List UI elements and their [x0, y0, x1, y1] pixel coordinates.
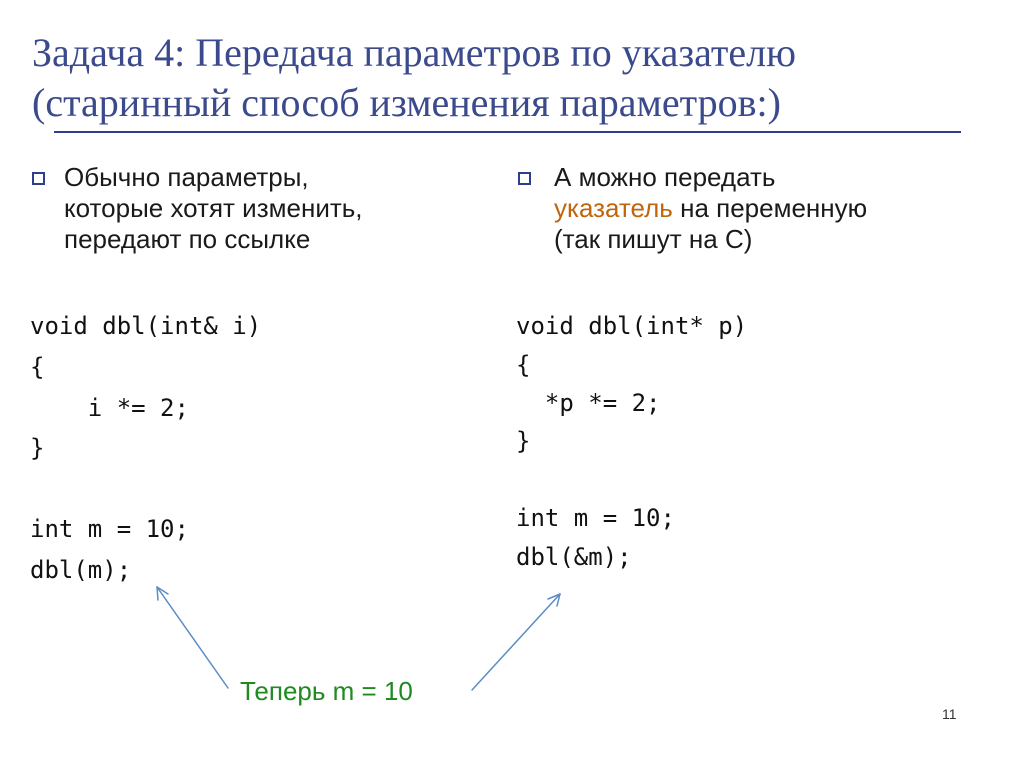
right-arrow-icon — [472, 594, 560, 690]
title-line-1: Задача 4: Передача параметров по указателю — [32, 30, 796, 75]
title-line-2: (старинный способ изменения параметров:) — [32, 80, 781, 125]
right-bullet-line-3: (так пишут на С) — [554, 224, 753, 254]
code-line: *p *= 2; — [516, 389, 661, 417]
left-bullet-line-1: Обычно параметры, — [64, 162, 309, 192]
code-line: { — [516, 351, 531, 379]
left-bullet-line-3: передают по ссылке — [64, 224, 311, 254]
code-line: i *= 2; — [30, 394, 189, 422]
code-line: int m = 10; — [516, 504, 675, 532]
pointer-highlight: указатель — [554, 193, 673, 223]
code-line: dbl(m); — [30, 556, 132, 584]
code-line: dbl(&m); — [516, 543, 632, 571]
code-line: { — [30, 353, 45, 381]
code-line: void dbl(int* p) — [516, 312, 748, 340]
code-line: } — [30, 434, 45, 462]
left-bullet-line-2: которые хотят изменить, — [64, 193, 363, 223]
right-bullet-line-2-rest: на переменную — [672, 193, 868, 223]
result-note: Теперь m = 10 — [240, 676, 413, 706]
left-arrow-icon — [157, 587, 228, 688]
page-number: 11 — [942, 706, 957, 722]
code-line: void dbl(int& i) — [30, 312, 262, 340]
code-line: } — [516, 427, 531, 455]
right-bullet-line-1: А можно передать — [554, 162, 776, 192]
code-line: int m = 10; — [30, 515, 189, 543]
